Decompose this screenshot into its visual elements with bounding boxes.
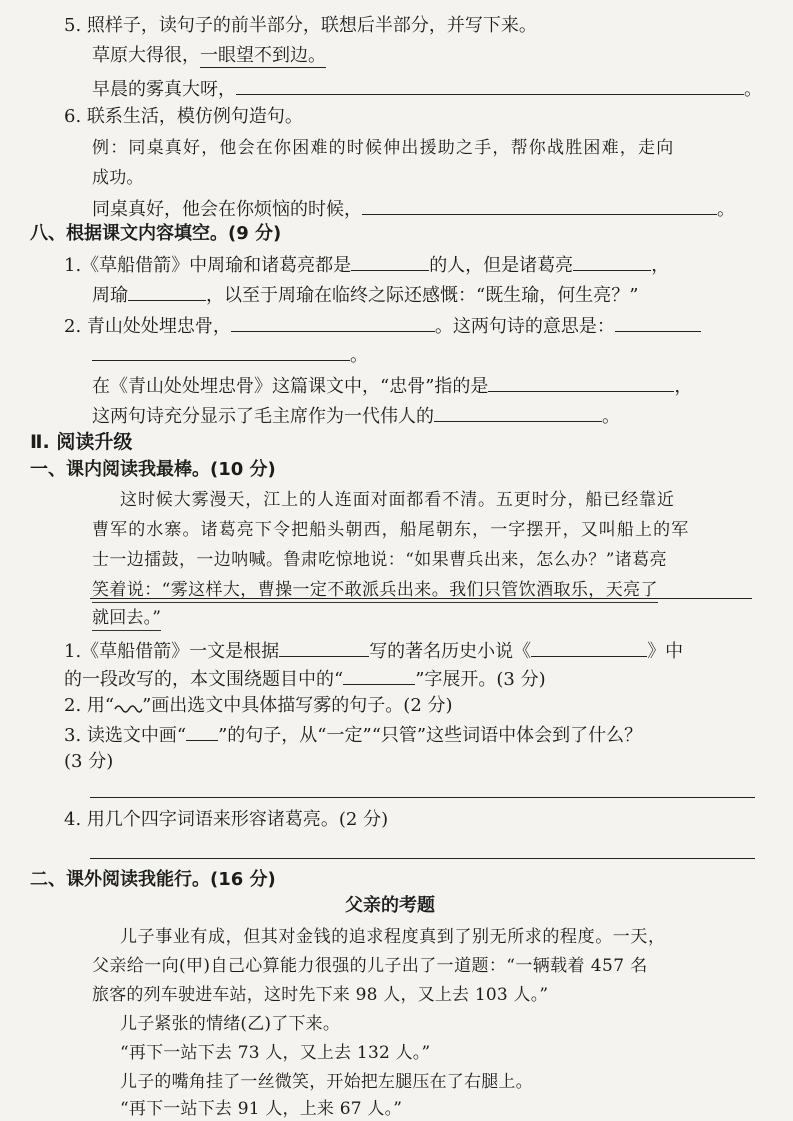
s8-q2-line1: 2. 青山处处埋忠骨， 。这两句诗的意思是： — [64, 313, 701, 339]
s8-q1-blank1[interactable] — [351, 252, 429, 271]
p2-q3-answer-line[interactable] — [90, 797, 755, 798]
s8-q2-line3: 在《青山处处埋忠骨》这篇课文中，“忠骨”指的是 ， — [92, 373, 692, 399]
p2-q1-blank1[interactable] — [279, 638, 369, 657]
p2-q1-blank3[interactable] — [343, 666, 415, 685]
section8-heading: 八、根据课文内容填空。(9 分) — [30, 223, 282, 244]
s8-q2-blank2a[interactable] — [615, 313, 701, 332]
s8-q2-blank4[interactable] — [434, 403, 602, 422]
p2-q4-answer-line[interactable] — [90, 858, 755, 859]
q6-title: 6. 联系生活，模仿例句造句。 — [64, 106, 303, 127]
s8-q2-line2: 。 — [92, 342, 368, 368]
q5-example: 草原大得很，一眼望不到边。 — [92, 45, 326, 66]
p2-q3-line2: (3 分) — [64, 751, 114, 772]
story-line7: “再下一站下去 91 人，上来 67 人。” — [120, 1099, 403, 1119]
s8-q1-blank2[interactable] — [573, 252, 651, 271]
passage-underline — [90, 598, 752, 599]
wavy-line-icon — [114, 699, 142, 713]
passage-line2: 曹军的水寨。诸葛亮下令把船头朝西，船尾朝东，一字摆开，又叫船上的军 — [92, 520, 690, 540]
p2-q4: 4. 用几个四字词语来形容诸葛亮。(2 分) — [64, 809, 389, 830]
p2-q1-line1: 1.《草船借箭》一文是根据 写的著名历史小说《 》中 — [64, 638, 683, 664]
s8-q2-blank1[interactable] — [231, 313, 435, 332]
s8-q2-blank2b[interactable] — [92, 342, 350, 361]
q5-example-underlined: 一眼望不到边。 — [200, 45, 326, 66]
story-line5: “再下一站下去 73 人，又上去 132 人。” — [120, 1043, 431, 1063]
q6-prompt-line: 同桌真好，他会在你烦恼的时候， 。 — [92, 196, 735, 222]
q6-example-line1: 例：同桌真好，他会在你困难的时候伸出援助之手，帮你战胜困难，走向 — [92, 138, 675, 158]
s8-q2-blank3[interactable] — [488, 373, 674, 392]
sub1-heading: 一、课内阅读我最棒。(10 分) — [30, 459, 276, 480]
q5-answer-blank[interactable] — [236, 76, 744, 95]
p2-q2: 2. 用“ ”画出选文中具体描写雾的句子。(2 分) — [64, 695, 453, 716]
p2-q1-line2: 的一段改写的，本文围绕题目中的“ ”字展开。(3 分) — [64, 666, 546, 692]
q5-prompt-line: 早晨的雾真大呀， 。 — [92, 76, 762, 102]
story-line3: 旅客的列车驶进车站，这时先下来 98 人，又上去 103 人。” — [92, 985, 549, 1005]
passage-line1: 这时候大雾漫天，江上的人连面对面都看不清。五更时分，船已经靠近 — [120, 490, 675, 510]
s8-q1-line2: 周瑜 ，以至于周瑜在临终之际还感慨：“既生瑜，何生亮？” — [92, 282, 638, 308]
story-line4: 儿子紧张的情绪(乙)了下来。 — [120, 1014, 341, 1034]
straight-line-mark — [186, 722, 218, 741]
story-line1: 儿子事业有成，但其对金钱的追求程度真到了别无所求的程度。一天， — [120, 927, 666, 947]
s8-q1-blank3[interactable] — [128, 282, 206, 301]
s8-q2-line4: 这两句诗充分显示了毛主席作为一代伟人的 。 — [92, 403, 620, 429]
p2-q3-line1: 3. 读选文中画“ ”的句子，从“一定”“只管”这些词语中体会到了什么？ — [64, 722, 642, 748]
passage-line5: 就回去。” — [92, 606, 161, 631]
q6-answer-blank[interactable] — [362, 196, 717, 215]
passage-line3: 士一边擂鼓，一边呐喊。鲁肃吃惊地说：“如果曹兵出来，怎么办？”诸葛亮 — [92, 550, 667, 570]
passage-line4: 笑着说：“雾这样大，曹操一定不敢派兵出来。我们只管饮酒取乐，天亮了 — [92, 578, 658, 603]
part2-heading: Ⅱ. 阅读升级 — [30, 431, 133, 453]
q5-title: 5. 照样子，读句子的前半部分，联想后半部分，并写下来。 — [64, 15, 537, 36]
p2-q1-blank2[interactable] — [531, 638, 647, 657]
story-title: 父亲的考题 — [345, 895, 435, 916]
sub2-heading: 二、课外阅读我能行。(16 分) — [30, 869, 276, 890]
story-line2: 父亲给一向(甲)自己心算能力很强的儿子出了一道题：“一辆载着 457 名 — [92, 956, 648, 976]
q6-example-line2: 成功。 — [92, 168, 144, 188]
s8-q1-line1: 1.《草船借箭》中周瑜和诸葛亮都是 的人，但是诸葛亮 ， — [64, 252, 669, 278]
story-line6: 儿子的嘴角挂了一丝微笑，开始把左腿压在了右腿上。 — [120, 1072, 533, 1092]
